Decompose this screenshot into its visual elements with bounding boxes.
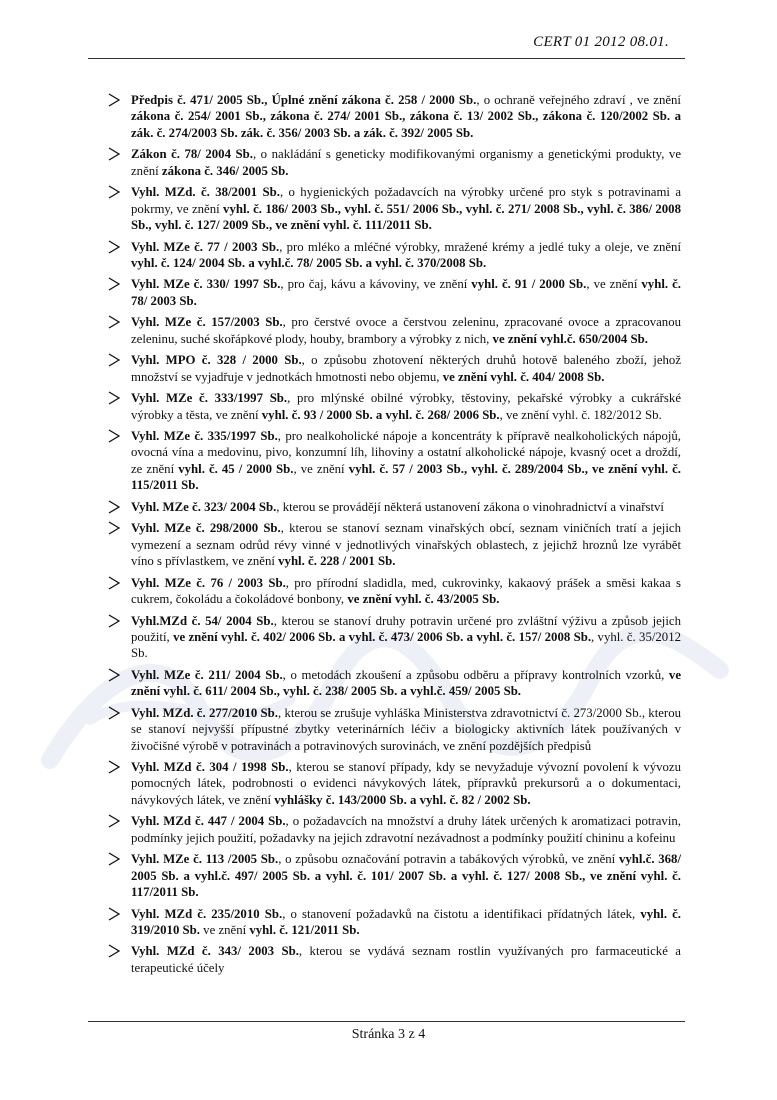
regulation-reference: vyhl. č. 45 / 2000 Sb. [178, 461, 294, 476]
regulation-reference: Vyhl. MZd. č. 277/2010 Sb. [131, 705, 278, 720]
arrow-bullet-icon [108, 429, 120, 443]
regulation-reference: Vyhl. MZd č. 304 / 1998 Sb. [131, 760, 289, 775]
arrow-bullet-icon [108, 240, 120, 254]
regulation-reference: zákona č. 254/ 2001 Sb., zákona č. 274/ 2001 Sb., zákona č. 13/ 2002 Sb., zákona č. 120/2002 Sb. a zák. č. 274/2003 Sb. zák. č. 356/ 2003 Sb. a zák. č. 392/ 2005 Sb. [131, 109, 681, 140]
regulation-text: , kterou se stanoví případy, kdy se nevyžaduje vývozní povolení k vývozu pomocných látek, podrobnosti o evidenci návykových látek, přípravků prekursorů a o dokumentaci, návykových látek, ve znění [131, 760, 682, 807]
list-item [106, 314, 681, 347]
regulation-text: , kterou se provádějí některá ustanovení zákona o vinohradnictví a vinařství [276, 499, 664, 514]
regulation-reference: vyhl. č. 78/ 2003 Sb. [131, 277, 681, 308]
regulation-reference: vyhl. č. 121/2011 Sb. [249, 922, 360, 937]
list-item [106, 390, 681, 423]
footer-divider [88, 1021, 685, 1022]
regulation-text: , o způsobu zhotovení některých druhů hotově baleného zboží, jehož množství se vyjadřuje v jednotkách hmotnosti nebo objemu, [131, 353, 681, 384]
list-item [106, 575, 681, 608]
regulation-text: , vyhl. č. 35/2012 Sb. [131, 629, 681, 661]
regulation-reference: Vyhl. MZd č. 447 / 2004 Sb. [131, 814, 286, 829]
regulation-reference: vyhl. č. 57 / 2003 Sb., vyhl. č. 289/2004 Sb., ve znění vyhl. č. 115/2011 Sb. [131, 461, 681, 493]
list-item [106, 92, 681, 141]
regulation-text: , pro nealkoholické nápoje a koncentráty k přípravě nealkoholických nápojů, ovocná vína a medovinu, pivo, konzumní líh, lihoviny a ostatní alkoholické nápoje, kvasný ocet a droždí, ze znění [131, 429, 681, 476]
list-item [106, 851, 681, 900]
regulation-text: , pro přírodní sladidla, med, cukrovinky, kakaový prášek a směsi kakaa s cukrem, čokoládu a čokoládové bonbony, [131, 575, 681, 606]
regulation-text: ve znění [199, 922, 250, 937]
regulation-text: , ve znění [586, 277, 642, 292]
regulation-text: , kterou se stanoví druhy potravin určené pro zvláštní výživu a způsob jejich použití, [131, 613, 681, 644]
regulation-reference: Vyhl. MPO č. 328 / 2000 Sb. [131, 353, 302, 368]
arrow-bullet-icon [108, 760, 120, 774]
arrow-bullet-icon [108, 706, 120, 720]
list-item [106, 239, 681, 272]
regulation-text: , pro mlýnské obilné výrobky, těstoviny, pekařské výrobky a cukrářské výrobky a těsta, ve znění [131, 391, 681, 422]
document-code: CERT 01 2012 08.01. [533, 34, 669, 50]
arrow-bullet-icon [108, 944, 120, 958]
regulation-reference: Vyhl. MZe č. 335/1997 Sb. [131, 429, 278, 444]
list-item [106, 613, 681, 662]
regulation-text: , o stanovení požadavků na čistotu a identifikaci přídatných látek, [282, 906, 641, 921]
arrow-bullet-icon [108, 521, 120, 535]
regulation-reference: vyhl. č. 186/ 2003 Sb., vyhl. č. 551/ 2006 Sb., vyhl. č. 271/ 2008 Sb., vyhl. č. 386/ 2008 Sb., vyhl. č. 127/ 2009 Sb., ve znění vyhl. č. 111/2011 Sb. [131, 201, 681, 233]
list-item [106, 520, 681, 569]
list-item [106, 276, 681, 309]
regulation-reference: ve znění vyhl.č. 650/2004 Sb. [492, 331, 648, 346]
arrow-bullet-icon [108, 315, 120, 329]
regulation-reference: Vyhl. MZe č. 330/ 1997 Sb. [131, 277, 281, 292]
regulation-reference: Vyhl. MZe č. 298/2000 Sb. [131, 521, 281, 536]
arrow-bullet-icon [108, 147, 120, 161]
regulation-text: , kterou se zrušuje vyhláška Ministerstva zdravotnictví č. 273/2000 Sb., kterou se stanoví nejvyšší přípustné zbytky veterinárních léčiv a biologicky aktivních látek používaných v živočišné výrobě v potravinách a potravinových surovinách, ve znění pozdějších předpisů [131, 705, 681, 753]
regulation-text: , pro čaj, kávu a kávoviny, ve znění [280, 277, 472, 292]
arrow-bullet-icon [108, 277, 120, 291]
list-item [106, 906, 681, 939]
regulation-reference: Vyhl. MZe č. 76 / 2003 Sb. [131, 575, 286, 590]
regulation-reference: ve znění vyhl. č. 404/ 2008 Sb. [442, 369, 605, 384]
regulation-reference: Vyhl. MZd. č. 38/2001 Sb. [131, 185, 280, 200]
regulation-reference: vyhl. č. 319/2010 Sb. [131, 906, 682, 937]
arrow-bullet-icon [108, 576, 120, 590]
regulation-list [106, 92, 681, 981]
list-item [106, 184, 681, 233]
regulation-reference: zákona č. 346/ 2005 Sb. [161, 163, 289, 178]
list-item [106, 352, 681, 385]
regulation-text: , kterou se vydává seznam rostlin využívaných pro farmaceutické a terapeutické účely [131, 944, 681, 975]
regulation-text: , o požadavcích na množství a druhy látek určených k aromatizaci potravin, podmínky jejich použití, požadavky na jejich zdravotní nezávadnost a podmínky použití chininu a kofeinu [131, 814, 681, 845]
arrow-bullet-icon [108, 668, 120, 682]
list-item [106, 428, 681, 494]
regulation-text: , o ochraně veřejného zdraví , ve znění [476, 93, 681, 107]
regulation-reference: vyhl.č. 368/ 2005 Sb. a vyhl.č. 497/ 2005 Sb. a vyhl. č. 101/ 2007 Sb. a vyhl. č. 127/ 2008 Sb., ve znění vyhl. č. 117/2011 Sb. [131, 852, 681, 900]
regulation-text: , ve znění [293, 461, 349, 476]
regulation-reference: Předpis č. 471/ 2005 Sb., Úplné znění zákona č. 258 / 2000 Sb. [131, 93, 477, 107]
regulation-reference: vyhl. č. 228 / 2001 Sb. [278, 554, 396, 569]
arrow-bullet-icon [108, 852, 120, 866]
list-item [106, 759, 681, 808]
regulation-reference: vyhl. č. 93 / 2000 Sb. a vyhl. č. 268/ 2006 Sb. [261, 407, 500, 422]
regulation-reference: Vyhl. MZe č. 77 / 2003 Sb. [131, 239, 280, 254]
regulation-text: , pro mléko a mléčné výrobky, mražené krémy a jedlé tuky a oleje, ve znění [279, 239, 681, 254]
regulation-reference: Vyhl. MZe č. 323/ 2004 Sb. [131, 499, 277, 514]
arrow-bullet-icon [108, 93, 120, 107]
regulation-reference: Vyhl. MZe č. 333/1997 Sb. [131, 391, 288, 406]
regulation-reference: Vyhl. MZd č. 235/2010 Sb. [131, 906, 283, 921]
arrow-bullet-icon [108, 391, 120, 405]
arrow-bullet-icon [108, 185, 120, 199]
regulation-reference: ve znění vyhl. č. 43/2005 Sb. [347, 592, 500, 606]
regulation-reference: Zákon č. 78/ 2004 Sb. [131, 147, 253, 162]
regulation-reference: Vyhl. MZd č. 343/ 2003 Sb. [131, 944, 299, 959]
regulation-reference: ve znění vyhl. č. 611/ 2004 Sb., vyhl. č. 238/ 2005 Sb. a vyhl.č. 459/ 2005 Sb. [131, 667, 682, 699]
arrow-bullet-icon [108, 500, 120, 514]
list-item [106, 705, 681, 754]
regulation-text: , o nakládání s geneticky modifikovanými organismy a genetickými produkty, ve znění [131, 147, 681, 178]
list-item [106, 499, 681, 515]
page-number: Stránka 3 z 4 [351, 1027, 426, 1042]
regulation-text: , ve znění vyhl. č. 182/2012 Sb. [499, 407, 662, 422]
arrow-bullet-icon [108, 907, 120, 921]
header-divider [88, 58, 685, 59]
regulation-text: , o metodách zkoušení a způsobu odběru a přípravy kontrolních vzorků, [282, 667, 669, 682]
regulation-reference: Vyhl. MZe č. 157/2003 Sb. [131, 315, 283, 330]
regulation-reference: vyhlášky č. 143/2000 Sb. a vyhl. č. 82 / 2002 Sb. [274, 792, 531, 807]
arrow-bullet-icon [108, 353, 120, 367]
regulation-reference: ve znění vyhl. č. 402/ 2006 Sb. a vyhl. č. 473/ 2006 Sb. a vyhl. č. 157/ 2008 Sb. [173, 629, 592, 644]
regulation-reference: Vyhl. MZe č. 211/ 2004 Sb. [131, 667, 283, 682]
list-item [106, 667, 681, 700]
list-item [106, 146, 681, 179]
list-item [106, 813, 681, 846]
regulation-reference: Vyhl. MZe č. 113 /2005 Sb. [131, 852, 279, 867]
regulation-text: , kterou se stanoví seznam vinařských obcí, seznam viničních tratí a jejich vymezení a seznam odrůd révy vinné v jednotlivých vinařských oblastech, z jejichž hroznů lze vyrábět víno s přívlastkem, ve znění [131, 521, 681, 569]
regulation-text: , o způsobu označování potravin a tabákových výrobků, ve znění [278, 852, 619, 867]
arrow-bullet-icon [108, 614, 120, 628]
regulation-text: , o hygienických požadavcích na výrobky určené pro styk s potravinami a pokrmy, ve znění [131, 185, 681, 216]
list-item [106, 943, 681, 976]
arrow-bullet-icon [108, 814, 120, 828]
regulation-text: , pro čerstvé ovoce a čerstvou zeleninu, zpracované ovoce a zpracovanou zeleninu, suché skořápkové plody, houby, brambory a výrobky z nich, [131, 315, 681, 346]
regulation-reference: vyhl. č. 91 / 2000 Sb. [471, 277, 587, 292]
regulation-reference: Vyhl.MZd č. 54/ 2004 Sb. [131, 613, 274, 628]
regulation-reference: vyhl. č. 124/ 2004 Sb. a vyhl.č. 78/ 2005 Sb. a vyhl. č. 370/2008 Sb. [131, 255, 487, 270]
